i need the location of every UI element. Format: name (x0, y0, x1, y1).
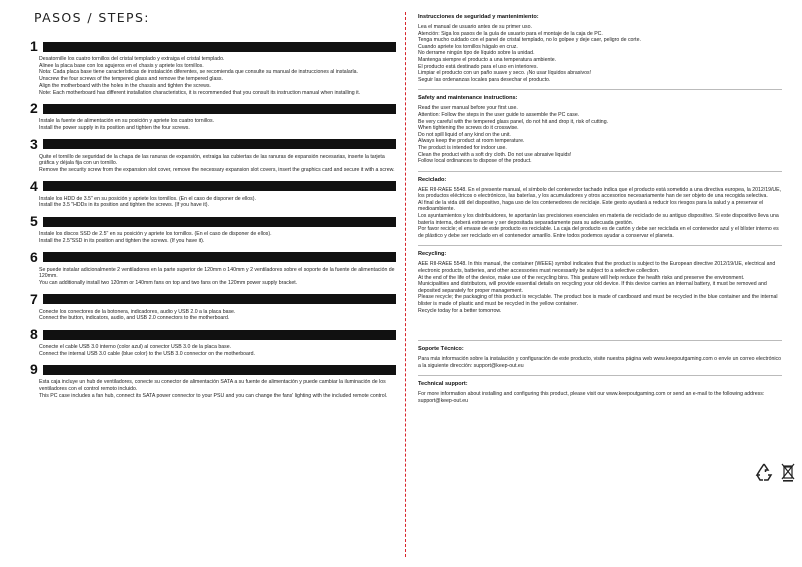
section-divider (418, 245, 782, 246)
column-divider (405, 12, 406, 557)
step-9 (30, 363, 396, 399)
info-column (418, 14, 782, 405)
step-2 (30, 102, 396, 131)
step-number: 1 (30, 38, 38, 54)
step-text: Conecte el cable USB 3.0 interno (color azul) al conector USB 3.0 de la placa base. Connect the internal USB 3.0 cable (blue color) to the USB 3.0 connector on the motherboard. (39, 344, 255, 357)
section-recycling-es (418, 177, 782, 240)
recycle-icons (754, 462, 796, 482)
step-bar (43, 139, 396, 149)
step-8 (30, 328, 396, 357)
section-heading: Technical support: (418, 381, 468, 388)
step-bar (43, 294, 396, 304)
section-support-en (418, 381, 782, 404)
section-body: Lea el manual de usuario antes de su primer uso. Atención: Siga los pasos de la guía de usuario para el montaje de la caja de PC. Tenga mucho cuidado con el panel de cristal templado, no lo golpee y deje caer, peligro de corte. Cuando apriete los tornillos hágalo en cruz. No derrame ningún tipo de líquido sobre la unidad. Mantenga siempre el producto a una temperatura ambiente. El producto está destinado para el uso en interiores. Limpiar el producto con un paño suave y seco. ¡No usar líquidos abrasivos! Seguir las ordenanzas locales para desechar el producto. (418, 24, 641, 83)
page-title: PASOS / STEPS: (34, 10, 150, 25)
section-body: Para más información sobre la instalación y configuración de este producto, visite nuestra página web www.keepoutgaming.com o envíe un correo electrónico a la siguiente dirección: support@keep-out.eu (418, 356, 782, 369)
step-bar (43, 252, 396, 262)
section-heading: Reciclado: (418, 176, 447, 183)
step-bar (43, 330, 396, 340)
step-4 (30, 177, 396, 209)
step-bar (43, 42, 396, 52)
step-bar (43, 181, 396, 191)
section-divider (418, 375, 782, 376)
step-text: Quite el tornillo de seguridad de la chapa de las ranuras de expansión, extraiga las cubiertas de las ranuras de expansión necesarias, inserte la tarjeta gráfica y déjala fija con un tornillo. Remove the security screw from the expansion slot cover, remove the necessary expansion slot covers, insert the graphics card and secure it with a screw. (39, 153, 395, 174)
step-number: 2 (30, 100, 38, 117)
step-text: Esta caja incluye un hub de ventiladores, conecte su conector de alimentación SATA a su fuente de alimentación y puede cambiar la iluminación de los ventiladores con el control remoto incluido. This PC case includes a fan hub, connect its SATA power connector to your PSU and you can change the fans' lighting with the included remote control. (39, 379, 388, 399)
section-body: AEE RII-RAEE 5548. In this manual, the container (WEEE) symbol indicates that the product is subject to the European directive 2012/19/UE, electrical and electronic products, batteries, and other accessories must necessarily be subject to a selective collection. At the end of the life of the device, make use of the recycling bins. This gesture will help reduce the health risks and preserve the environment. Municipalities and distributors, will provide essential details on recycling your old device. If this device carries an internal battery, it must be removed and deposited separately for proper management. Please recycle; the packaging of this product is recyclable. The product box is made of cardboard and must be recycled in the blue container and the internal blister is made of plastic and must be recycled in the yellow container. Recycle today for a better tomorrow. (418, 261, 778, 314)
step-text: Conecte los conectores de la botonera, indicadores, audio y USB 2.0 a la placa base. Connect the button, indicators, audio, and USB 2.0 connectors to the motherboard. (39, 308, 236, 322)
steps-column (30, 10, 396, 400)
section-heading: Instrucciones de seguridad y mantenimiento: (418, 14, 539, 20)
step-number: 5 (30, 213, 38, 230)
section-heading: Recycling: (418, 251, 447, 258)
step-bar (43, 365, 396, 375)
section-support-es (418, 346, 782, 369)
step-text: Instale la fuente de alimentación en su posición y apriete los cuatro tornillos. Install the power supply in its position and tighten the four screws. (39, 118, 215, 131)
step-number: 3 (30, 135, 38, 152)
step-text: Se puede instalar adicionalmente 2 ventiladores en la parte superior de 120mm o 140mm y 2 ventiladores sobre el soporte de la fuente de alimentación de 120mm. You can additionally install two 120mm or 140mm fans on top and two fans on the 120mm power supply bracket. (39, 266, 395, 286)
step-5 (30, 215, 396, 244)
step-number: 9 (30, 361, 38, 378)
step-1 (30, 40, 396, 96)
section-body: AEE RII-RAEE 5548. En el presente manual, el símbolo del contenedor tachado indica que el producto está sometido a una directiva europea, la 2012/19/UE, los productos eléctricos o electrónicos, las baterías, y los acumuladores y otros accesorios necesariamente han de ser objeto de una recogida selectiva. Al final de la vida útil del dispositivo, haga uso de los contenedores de reciclaje. Este gesto ayudará a reducir los riesgos para la salud y a preservar el medioambiente. Los ayuntamientos y los distribuidores, te aportarán las precisiones esenciales en materia de reciclado de su antiguo dispositivo. Si este dispositivo lleva una batería interna, deberá extraerse y ser depositada separadamente para su adecuada gestión. Por favor recicle; el envase de este producto es reciclable. La caja del producto es de cartón y debe ser reciclada en el contenedor azul y el blíster interno es de plástico y debe ser reciclado en el contenedor amarillo. Entre todos podemos ayudar a conservar el planeta. (418, 186, 782, 239)
section-body: For more information about installing and configuring this product, please visit our www.keepoutgaming.com or send an e-mail to the following address: support@keep-out.eu (418, 391, 765, 404)
section-divider (418, 171, 782, 172)
section-safety-en (418, 95, 782, 164)
step-bar (43, 104, 396, 114)
step-3 (30, 135, 396, 174)
step-6 (30, 248, 396, 287)
section-heading: Soporte Técnico: (418, 346, 464, 353)
step-text: Instale los HDD de 3.5" en su posición y apriete los tornillos. (En el caso de disponer de ellos). Install the 3.5 "HDDs in its position and tighten the screws. (If you have it). (39, 195, 256, 209)
section-body: Read the user manual before your first use. Attention: Follow the steps in the user guide to assemble the PC case. Be very careful with the tempered glass panel, do not hit and drop it, risk of cutting. When tightening the screws do it crosswise. Do not spill liquid of any kind on the unit. Always keep the product at room temperature. The product is intended for indoor use. Clean the product with a soft dry cloth. Do not use abrasive liquids! Follow local ordinances to dispose of the product. (418, 105, 609, 165)
section-heading: Safety and maintenance instructions: (418, 95, 518, 102)
step-number: 7 (30, 290, 38, 307)
section-recycling-en (418, 251, 782, 314)
step-number: 8 (30, 326, 38, 343)
section-divider (418, 89, 782, 90)
section-divider (418, 340, 782, 341)
step-text: Desatornille los cuatro tornillos del cristal templado y extraiga el cristal templado. Alinee la placa base con los agujeros en el chasis y apriete los tornillos. Nota: Cada placa base tiene características de instalación diferentes, se recomienda que consulte su manual de instrucciones al instalarla. Unscrew the four screws of the tempered glass and remove the tempered glass. Align the motherboard with the holes in the chassis and tighten the screws. Note: Each motherboard has different installation characteristics, it is recommended that you consult its instruction manual when installing it. (39, 56, 361, 96)
recycle-icon (754, 462, 774, 482)
step-7 (30, 290, 396, 322)
step-text: Instale los discos SSD de 2.5" en su posición y apriete los tornillos. (En el caso de disponer de ellos). Install the 2.5"SSD in its position and tighten the screws. (If you have it). (39, 231, 272, 244)
step-bar (43, 217, 396, 227)
step-number: 6 (30, 248, 38, 265)
step-number: 4 (30, 177, 38, 194)
crossed-bin-icon (780, 462, 796, 482)
section-safety-es (418, 14, 782, 83)
